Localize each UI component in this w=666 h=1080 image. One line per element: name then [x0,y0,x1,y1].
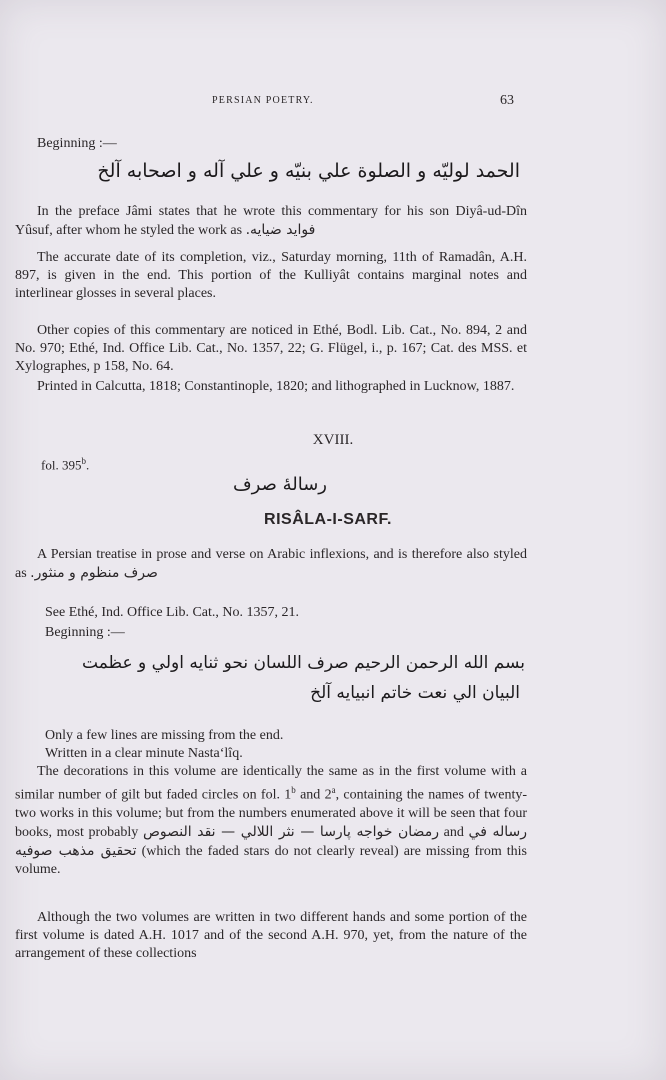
folio-ref: fol. 395$^b$. [41,456,90,473]
section-arabic-title: رسالهٔ صرف [233,474,327,495]
page-number: 63 [500,93,514,108]
running-header [0,95,666,115]
beginning2-label: Beginning :— [45,625,125,640]
section-title: RISÂLA-I-SARF. [264,511,392,528]
printed-text: Printed in Calcutta, 1818; Constantinople, 1820; and lithographed in Lucknow, 1887. [37,379,515,394]
folio-text: fol. 395 [41,457,82,473]
preface-text: In the preface Jâmi states that he wrote this commentary for his son Diyâ-ud-Dîn Yûsuf, after whom he styled the work as [15,204,527,238]
running-title: PERSIAN POETRY. [212,95,314,106]
paragraph-volumes [15,909,527,963]
see-reference: See Ethé, Ind. Office Lib. Cat., No. 1357, 21. [45,605,300,620]
decor-sup1: b [291,785,296,795]
date-text: The accurate date of its completion, viz., Saturday morning, 11th of Ramadân, A.H. 897, is given in the end. This portion of the Kulliyât contains marginal notes and interlinear glosses in several places. [15,250,527,301]
decor-sup2: a [331,785,336,795]
paragraph-date [15,249,527,303]
missing-text: Only a few lines are missing from the end. [45,728,284,743]
decor-text-d: and [443,824,464,840]
decor-text-e: (which the faded stars do not clearly reveal) are missing from this volume. [15,843,528,877]
treatise-text: A Persian treatise in prose and verse on Arabic inflexions, and is therefore also styled as [15,547,527,581]
decor-text-a: The decorations in this volume are identically the same as in the first volume with a similar number of gilt but faded circles on fol. 1 [15,764,527,803]
paragraph-copies [15,322,527,376]
paragraph-preface [15,203,527,240]
beginning2-arabic-line2: البيان الي نعت خاتم انبيايه آلخ [310,683,520,703]
beginning2-arabic-line1: بسم الله الرحمن الرحيم صرف اللسان نحو ثنايه اولي و عظمت [82,653,525,673]
decor-arabic2: رساله في تحقيق مذهب صوفيه [15,823,528,859]
written-text: Written in a clear minute Nasta‘lîq. [45,746,243,761]
decor-text-b: and 2 [300,787,332,803]
copies-text: Other copies of this commentary are noticed in Ethé, Bodl. Lib. Cat., No. 894, 2 and No. 970; Ethé, Ind. Office Lib. Cat., No. 1357, 22; G. Flügel, i., p. 167; Cat. des MSS. et Xylographes, p 158, No. 64. [15,323,527,374]
treatise-arabic: صرف منظوم و منثور. [30,565,158,581]
paragraph-missing [15,727,527,763]
paragraph-treatise [15,546,527,583]
paragraph-decorations [15,763,527,879]
preface-arabic: فوايد ضيايه. [245,222,316,238]
decor-text-c: , containing the names of twenty-two works in this volume; but from the numbers enumerated above it will be seen that four books, most probably [15,787,527,840]
paragraph-printed [15,378,527,396]
folio-sup: b [81,456,86,466]
decor-arabic1: رمضان خواجه پارسا — نثر اللالي — نقد النصوص [142,823,439,840]
section-numeral: XVIII. [312,432,354,448]
beginning-label: Beginning :— [37,136,117,151]
volumes-text: Although the two volumes are written in two different hands and some portion of the first volume is dated A.H. 1017 and of the second A.H. 970, yet, from the nature of the arrangement of these collections [15,910,527,961]
beginning-arabic: الحمد لوليّه و الصلوة علي بنيّه و علي آله و اصحابه آلخ [97,160,520,182]
